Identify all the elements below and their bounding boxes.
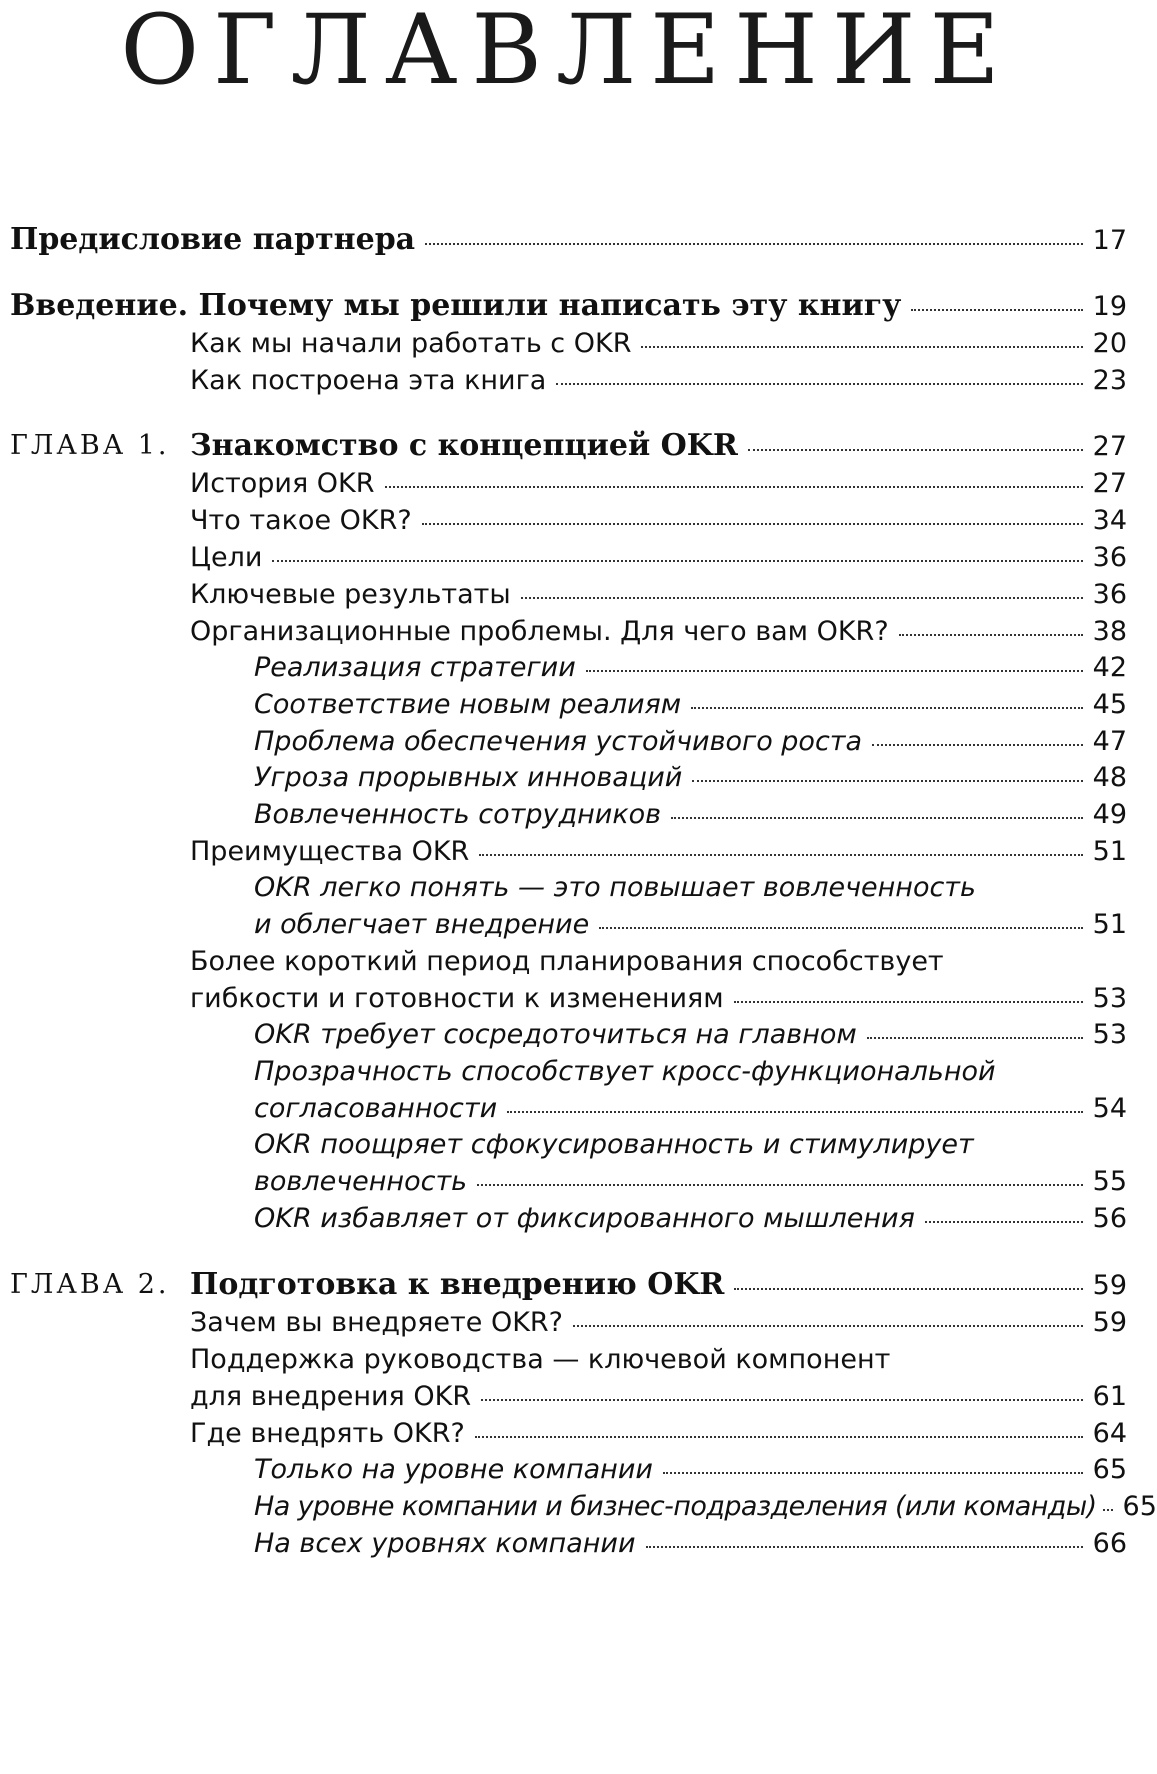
toc-entry-title-line1: OKR легко понять — это повышает вовлеченность [254,872,976,903]
toc-entry[interactable] [190,1379,1127,1417]
toc-leader-dots [599,927,1082,929]
toc-leader-dots [641,346,1082,348]
toc-subentry[interactable] [254,687,1127,725]
toc-entry-title: Предисловие партнера [10,222,416,257]
toc-page-number: 59 [1092,1307,1127,1338]
toc-subentry[interactable] [254,1201,1127,1239]
toc-chapter-1[interactable] [190,428,1127,466]
toc-entry-title-line1: Более короткий период планирования способствует [190,946,944,977]
toc-subentry[interactable] [254,1452,1127,1490]
toc-entry-title: Вовлеченность сотрудников [254,799,662,830]
toc-leader-dots [748,449,1083,451]
toc-entry-title: На всех уровнях компании [254,1528,636,1559]
toc-entry-title: Ключевые результаты [190,579,511,610]
toc-leader-dots [385,486,1083,488]
toc-chapter-title: Знакомство с концепцией OKR [190,428,738,463]
toc-subentry[interactable] [254,1526,1127,1564]
toc-entry-title-line1: Прозрачность способствует кросс-функциональной [254,1056,996,1087]
toc-subentry-line1[interactable] [254,870,976,908]
toc-page-number: 51 [1092,909,1127,940]
toc-entry-line1[interactable] [190,944,944,982]
toc-leader-dots [872,744,1083,746]
toc-subentry[interactable] [254,650,1127,688]
toc-page-number: 48 [1092,762,1127,793]
toc-entry[interactable] [190,614,1127,652]
toc-entry[interactable] [190,577,1127,615]
toc-entry-title: Где внедрять OKR? [190,1418,465,1449]
toc-page-number: 45 [1092,689,1127,720]
toc-entry-preface[interactable] [10,222,1127,260]
chapter-label: ГЛАВА 1. [10,430,170,461]
toc-entry-title: Организационные проблемы. Для чего вам OKR? [190,616,889,647]
toc-entry-title-line1: OKR поощряет сфокусированность и стимулирует [254,1129,974,1160]
toc-leader-dots [867,1037,1083,1039]
toc-page-number: 54 [1092,1093,1127,1124]
toc-page-number: 17 [1092,225,1127,256]
toc-page-number: 53 [1092,1019,1127,1050]
toc-entry-title-line1: Поддержка руководства — ключевой компонент [190,1344,891,1375]
toc-leader-dots [911,309,1082,311]
toc-page-number: 64 [1092,1418,1127,1449]
toc-entry-title: для внедрения OKR [190,1381,472,1412]
toc-entry[interactable] [190,466,1127,504]
page-title: ОГЛАВЛЕНИЕ [120,0,1014,106]
toc-entry-title: На уровне компании и бизнес-подразделения (или команды) [254,1491,1097,1522]
toc-leader-dots [272,560,1082,562]
toc-subentry[interactable] [254,797,1127,835]
toc-entry-title: гибкости и готовности к изменениям [190,983,724,1014]
toc-leader-dots [899,634,1083,636]
toc-page-number: 19 [1092,291,1127,322]
toc-page-number: 27 [1092,468,1127,499]
toc-page-number: 42 [1092,652,1127,683]
toc-entry[interactable] [190,1416,1127,1454]
toc-entry-title: Угроза прорывных инноваций [254,762,683,793]
toc-leader-dots [1103,1509,1113,1511]
toc-leader-dots [586,670,1083,672]
toc-entry-title: Преимущества OKR [190,836,470,867]
toc-subentry[interactable] [254,907,1127,945]
toc-chapter-2[interactable] [190,1267,1127,1305]
toc-page-number: 66 [1092,1528,1127,1559]
toc-page-number: 49 [1092,799,1127,830]
toc-leader-dots [663,1472,1083,1474]
toc-leader-dots [481,1399,1083,1401]
toc-entry-title: Введение. Почему мы решили написать эту книгу [10,288,902,323]
toc-entry-title: OKR требует сосредоточиться на главном [254,1019,857,1050]
toc-entry[interactable] [190,1305,1127,1343]
toc-leader-dots [507,1111,1083,1113]
toc-leader-dots [734,1288,1082,1290]
toc-page-number: 34 [1092,505,1127,536]
chapter-label: ГЛАВА 2. [10,1269,170,1300]
toc-subentry[interactable] [254,724,1127,762]
toc-leader-dots [573,1325,1083,1327]
toc-entry-introduction[interactable] [10,288,1127,326]
toc-subentry[interactable] [254,1017,1127,1055]
toc-entry-line1[interactable] [190,1342,890,1380]
toc-subentry[interactable] [254,1091,1127,1129]
toc-subentry[interactable] [254,1164,1127,1202]
toc-entry-title: Соответствие новым реалиям [254,689,682,720]
toc-leader-dots [646,1546,1083,1548]
toc-leader-dots [479,854,1082,856]
toc-leader-dots [475,1436,1083,1438]
toc-page-number: 61 [1092,1381,1127,1412]
toc-page-number: 65 [1122,1491,1157,1522]
toc-entry[interactable] [190,363,1127,401]
toc-page-number: 38 [1092,616,1127,647]
toc-chapter-title: Подготовка к внедрению OKR [190,1267,725,1302]
toc-page-number: 47 [1092,726,1127,757]
toc-subentry[interactable] [254,760,1127,798]
toc-page-number: 65 [1092,1454,1127,1485]
toc-entry-title: OKR избавляет от фиксированного мышления [254,1203,915,1234]
toc-leader-dots [734,1001,1083,1003]
toc-entry-title: Как построена эта книга [190,365,547,396]
toc-entry-title: Реализация стратегии [254,652,576,683]
toc-page-number: 20 [1092,328,1127,359]
toc-entry-title: вовлеченность [254,1166,468,1197]
toc-entry-title: Как мы начали работать с OKR [190,328,632,359]
toc-entry-title: Зачем вы внедряете OKR? [190,1307,563,1338]
toc-subentry[interactable] [254,1489,1157,1527]
toc-page-number: 36 [1092,579,1127,610]
toc-entry[interactable] [190,540,1127,578]
toc-entry-title: и облегчает внедрение [254,909,590,940]
toc-leader-dots [691,707,1082,709]
toc-page-number: 59 [1092,1270,1127,1301]
toc-page-number: 36 [1092,542,1127,573]
toc-entry-title: согласованности [254,1093,498,1124]
toc-leader-dots [671,817,1083,819]
toc-leader-dots [692,780,1082,782]
toc-page-number: 55 [1092,1166,1127,1197]
toc-leader-dots [556,383,1082,385]
toc-page-number: 23 [1092,365,1127,396]
toc-entry-title: Цели [190,542,263,573]
toc-page-number: 51 [1092,836,1127,867]
toc-entry[interactable] [190,834,1127,872]
toc-leader-dots [422,523,1083,525]
toc-page-number: 56 [1092,1203,1127,1234]
toc-entry-title: Только на уровне компании [254,1454,653,1485]
toc-entry[interactable] [190,326,1127,364]
toc-leader-dots [425,243,1083,245]
toc-entry[interactable] [190,981,1127,1019]
toc-leader-dots [925,1221,1083,1223]
toc-entry-title: Что такое OKR? [190,505,412,536]
toc-subentry-line1[interactable] [254,1054,996,1092]
toc-entry-title: История OKR [190,468,375,499]
toc-leader-dots [521,597,1083,599]
toc-page-number: 27 [1092,431,1127,462]
toc-entry[interactable] [190,503,1127,541]
toc-subentry-line1[interactable] [254,1127,974,1165]
toc-entry-title: Проблема обеспечения устойчивого роста [254,726,863,757]
toc-page-number: 53 [1092,983,1127,1014]
toc-leader-dots [477,1184,1083,1186]
